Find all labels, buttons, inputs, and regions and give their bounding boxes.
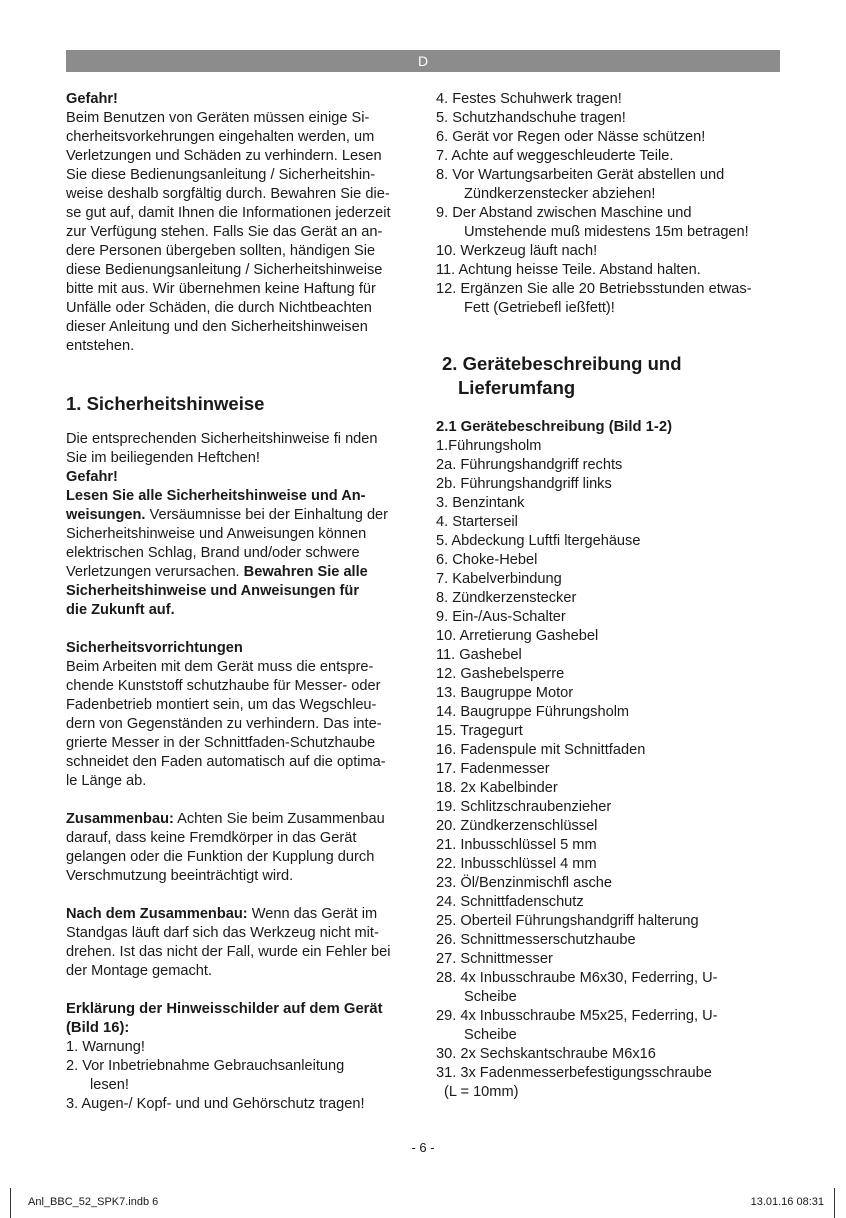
danger-2-line: elektrischen Schlag, Brand und/oder schwere [66, 545, 360, 561]
part-item: 3. Benzintank [436, 495, 525, 511]
section-2-heading: 2. Gerätebeschreibung und [442, 353, 682, 374]
part-item-cont: Scheibe [464, 1027, 517, 1043]
section-1-intro-line: Die entsprechenden Sicherheitshinweise fi nden [66, 431, 378, 447]
signs-heading-cont: (Bild 16): [66, 1020, 130, 1036]
danger-2-bold-line: die Zukunft auf. [66, 602, 175, 618]
signs-item: 4. Festes Schuhwerk tragen! [436, 91, 622, 107]
part-item: 5. Abdeckung Luftfi ltergehäuse [436, 533, 641, 549]
signs-item: 7. Achte auf weggeschleuderte Teile. [436, 148, 674, 164]
part-item: 21. Inbusschlüssel 5 mm [436, 837, 597, 853]
language-label: D [417, 53, 429, 69]
part-item: 25. Oberteil Führungshandgriff halterung [436, 913, 699, 929]
danger-2-text-run: Verletzungen verursachen. [66, 564, 240, 580]
part-item: 24. Schnittfadenschutz [436, 894, 584, 910]
danger-text-line: Unfälle oder Schäden, die durch Nichtbeachten [66, 300, 372, 316]
part-item: 17. Fadenmesser [436, 761, 550, 777]
part-item: 10. Arretierung Gashebel [436, 628, 599, 644]
signs-item: 1. Warnung! [66, 1039, 145, 1055]
danger-2-bold-run: Bewahren Sie alle [239, 564, 368, 580]
danger-text-line: Verletzungen und Schäden zu verhindern. Lesen [66, 148, 382, 164]
signs-item: 5. Schutzhandschuhe tragen! [436, 110, 626, 126]
part-item: 28. 4x Inbusschraube M6x30, Federring, U- [436, 970, 718, 986]
part-item: 2a. Führungshandgriff rechts [436, 457, 623, 473]
danger-text-line: dieser Anleitung und den Sicherheitshinweisen [66, 319, 368, 335]
danger-2-line [66, 506, 412, 525]
assembly-line: darauf, dass keine Fremdkörper in das Gerät [66, 830, 357, 846]
after-assembly-line: drehen. Ist das nicht der Fall, wurde ein Fehler bei [66, 944, 391, 960]
after-assembly-label: Nach dem Zusammenbau: [66, 906, 248, 922]
part-item: 30. 2x Sechskantschraube M6x16 [436, 1046, 656, 1062]
part-item: 27. Schnittmesser [436, 951, 553, 967]
part-item: 8. Zündkerzenstecker [436, 590, 577, 606]
danger-text-line: entstehen. [66, 338, 135, 354]
part-item: 13. Baugruppe Motor [436, 685, 574, 701]
danger-text-line: se gut auf, damit Ihnen die Informationen jederzeit [66, 205, 391, 221]
signs-item: 11. Achtung heisse Teile. Abstand halten. [436, 262, 701, 278]
part-item: 1.Führungsholm [436, 438, 542, 454]
danger-2-line [66, 563, 412, 582]
part-item: 11. Gashebel [436, 647, 522, 663]
crop-mark-left [10, 1188, 11, 1218]
after-assembly-line: der Montage gemacht. [66, 963, 213, 979]
footer-file-name: Anl_BBC_52_SPK7.indb 6 [28, 1196, 159, 1208]
crop-mark-right [834, 1188, 835, 1218]
part-item: 22. Inbusschlüssel 4 mm [436, 856, 597, 872]
assembly-line [66, 810, 412, 829]
danger-2-bold-line: Lesen Sie alle Sicherheitshinweise und An- [66, 488, 366, 504]
part-item: 29. 4x Inbusschraube M5x25, Federring, U- [436, 1008, 718, 1024]
after-assembly-text: Wenn das Gerät im [247, 906, 378, 922]
signs-heading: Erklärung der Hinweisschilder auf dem Gerät [66, 1001, 383, 1017]
danger-text-line: diese Bedienungsanleitung / Sicherheitshinweise [66, 262, 383, 278]
section-1-heading: 1. Sicherheitshinweise [66, 393, 265, 414]
part-item: 20. Zündkerzenschlüssel [436, 818, 598, 834]
safety-line: le Länge ab. [66, 773, 147, 789]
section-2-heading-cont: Lieferumfang [458, 377, 576, 398]
safety-line: schneidet den Faden automatisch auf die optima- [66, 754, 386, 770]
signs-item-cont: Zündkerzenstecker abziehen! [464, 186, 656, 202]
signs-item: 10. Werkzeug läuft nach! [436, 243, 598, 259]
part-item: 7. Kabelverbindung [436, 571, 562, 587]
part-item: 9. Ein-/Aus-Schalter [436, 609, 566, 625]
part-item-cont: Scheibe [464, 989, 517, 1005]
after-assembly-line [66, 905, 412, 924]
section-1-intro-line: Sie im beiliegenden Heftchen! [66, 450, 260, 466]
assembly-text: Achten Sie beim Zusammenbau [173, 811, 385, 827]
assembly-label: Zusammenbau: [66, 811, 174, 827]
right-column [436, 90, 780, 1102]
safety-line: Beim Arbeiten mit dem Gerät muss die entspre- [66, 659, 374, 675]
part-item: 4. Starterseil [436, 514, 518, 530]
part-item-cont: (L = 10mm) [444, 1084, 519, 1100]
footer-date: 13.01.16 08:31 [750, 1196, 824, 1208]
danger-title-2: Gefahr! [66, 469, 118, 485]
part-item: 31. 3x Fadenmesserbefestigungsschraube [436, 1065, 712, 1081]
part-item: 26. Schnittmesserschutzhaube [436, 932, 636, 948]
part-item: 14. Baugruppe Führungsholm [436, 704, 630, 720]
part-item: 12. Gashebelsperre [436, 666, 565, 682]
subsection-2-1-heading: 2.1 Gerätebeschreibung (Bild 1-2) [436, 419, 672, 435]
danger-text-line: Beim Benutzen von Geräten müssen einige Si- [66, 110, 370, 126]
language-header-bar [66, 50, 780, 72]
danger-2-bold-line: Sicherheitshinweise und Anweisungen für [66, 583, 360, 599]
assembly-line: Verschmutzung beeinträchtigt wird. [66, 868, 294, 884]
signs-item: 3. Augen-/ Kopf- und und Gehörschutz tragen! [66, 1096, 365, 1112]
signs-item-cont: lesen! [90, 1077, 129, 1093]
part-item: 15. Tragegurt [436, 723, 523, 739]
safety-line: dern von Gegenständen zu verhindern. Das inte- [66, 716, 382, 732]
part-item: 19. Schlitzschraubenzieher [436, 799, 612, 815]
part-item: 2b. Führungshandgriff links [436, 476, 612, 492]
danger-text-line: zur Verfügung stehen. Falls Sie das Gerät an an- [66, 224, 383, 240]
signs-item: 12. Ergänzen Sie alle 20 Betriebsstunden etwas- [436, 281, 752, 297]
danger-text-line: weise deshalb sorgfältig durch. Bewahren Sie die- [66, 186, 390, 202]
danger-text-line: bitte mit aus. Wir übernehmen keine Haftung für [66, 281, 376, 297]
danger-title: Gefahr! [66, 91, 118, 107]
signs-item-cont: Umstehende muß midestens 15m betragen! [464, 224, 749, 240]
signs-item: 8. Vor Wartungsarbeiten Gerät abstellen und [436, 167, 725, 183]
after-assembly-line: Standgas läuft darf sich das Werkzeug nicht mit- [66, 925, 379, 941]
danger-2-bold-run: weisungen. [66, 507, 146, 523]
left-column [66, 90, 412, 1114]
safety-devices-heading: Sicherheitsvorrichtungen [66, 640, 243, 656]
part-item: 6. Choke-Hebel [436, 552, 538, 568]
danger-text-line: cherheitsvorkehrungen eingehalten werden, um [66, 129, 375, 145]
page-number: - 6 - [411, 1140, 435, 1155]
assembly-line: gelangen oder die Funktion der Kupplung durch [66, 849, 375, 865]
signs-item: 9. Der Abstand zwischen Maschine und [436, 205, 692, 221]
signs-item-cont: Fett (Getriebefl ießfett)! [464, 300, 615, 316]
part-item: 16. Fadenspule mit Schnittfaden [436, 742, 646, 758]
danger-2-text-run: Versäumnisse bei der Einhaltung der [145, 507, 389, 523]
part-item: 18. 2x Kabelbinder [436, 780, 558, 796]
danger-text-line: Sie diese Bedienungsanleitung / Sicherheitshin- [66, 167, 376, 183]
danger-text-line: dere Personen übergeben sollten, händigen Sie [66, 243, 376, 259]
signs-item: 2. Vor Inbetriebnahme Gebrauchsanleitung [66, 1058, 345, 1074]
danger-2-line: Sicherheitshinweise und Anweisungen können [66, 526, 367, 542]
safety-line: grierte Messer in der Schnittfaden-Schutzhaube [66, 735, 376, 751]
signs-item: 6. Gerät vor Regen oder Nässe schützen! [436, 129, 706, 145]
safety-line: chende Kunststoff schutzhaube für Messer- oder [66, 678, 381, 694]
part-item: 23. Öl/Benzinmischfl asche [436, 875, 613, 891]
safety-line: Fadenbetrieb montiert sein, um das Wegschleu- [66, 697, 377, 713]
